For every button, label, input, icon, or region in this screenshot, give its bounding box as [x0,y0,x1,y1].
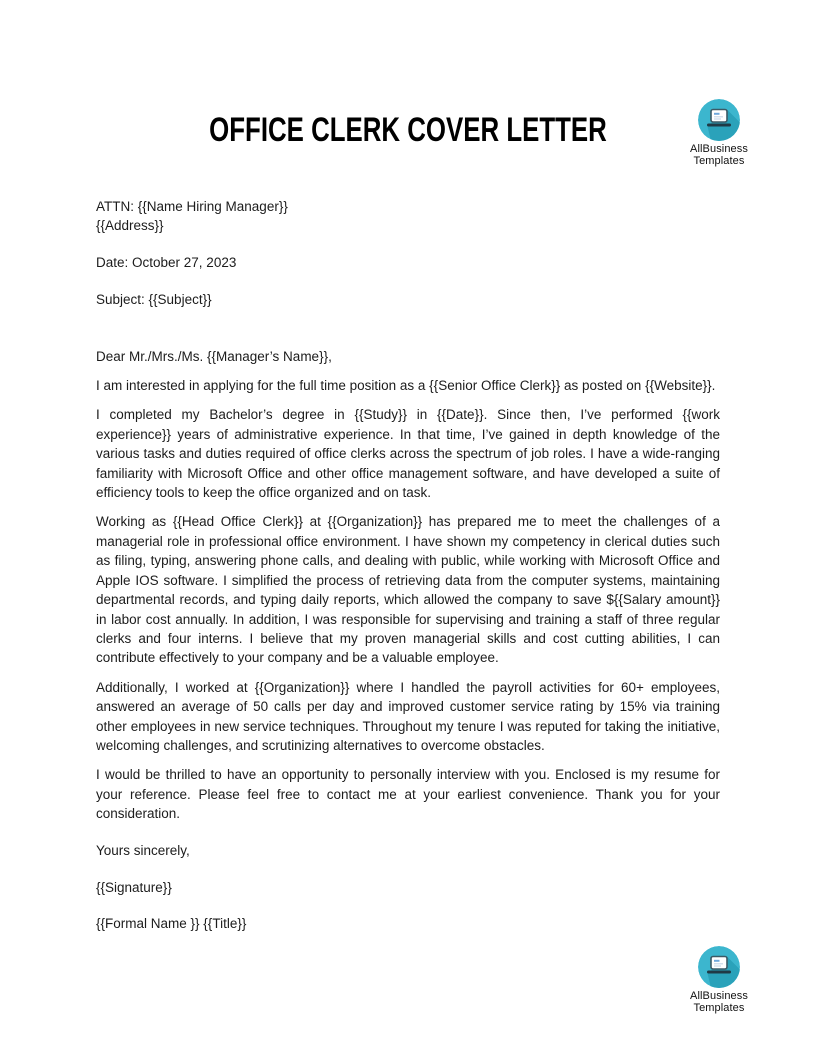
brand-name-line2: Templates [693,1001,745,1014]
laptop-icon [698,946,740,988]
body-paragraph-4: Additionally, I worked at {{Organization}} where I handled the payroll activities for 60+ employees, answered an average of 50 calls per day and improved customer service rating by 15% via training other employees in new service techniques. Throughout my tenure I was reputed for taking the initiative, welcoming challenges, and scrutinizing alternatives to overcome obstacles. [96,679,720,753]
body-paragraph-5: I would be thrilled to have an opportunity to personally interview with you. Enclosed is my resume for your reference. Please feel free to contact me at your earliest convenience. Thank you for your consideration. [96,767,720,822]
allbusiness-logo-bottom [682,946,756,1014]
brand-name-line2: Templates [693,154,745,167]
signoff-line: {{Formal Name }} {{Title}} [96,916,247,932]
date-line: Date: October 27, 2023 [96,254,237,270]
document-title: OFFICE CLERK COVER LETTER [209,111,607,149]
laptop-icon [698,99,740,141]
closing-line: Yours sincerely, [96,842,190,858]
signature-placeholder: {{Signature}} [96,879,172,895]
brand-name-line1: AllBusiness [690,990,748,1002]
attn-line: ATTN: {{Name Hiring Manager}} [96,199,288,214]
letter-body [96,197,720,934]
address-line: {{Address}} [96,218,164,234]
salutation: Dear Mr./Mrs./Ms. {{Manager’s Name}}, [96,348,332,364]
body-paragraph-3: Working as {{Head Office Clerk}} at {{Organization}} has prepared me to meet the challenges of a managerial role in professional office environment. I have shown my competency in clerical duties such as filing, typing, answering phone calls, and dealing with public, while working with Microsoft Office and Apple IOS software. I simplified the process of retrieving data from the computer systems, maintaining departmental records, and typing daily reports, which allowed the company to save ${{Salary amount}} in labor cost annually. In addition, I was responsible for supervising and training a staff of three regular clerks and four interns. I believe that my proven managerial skills and cost cutting abilities, I can contribute effectively to your company and be a valuable employee. [96,514,720,666]
subject-line: Subject: {{Subject}} [96,292,212,308]
body-paragraph-2: I completed my Bachelor’s degree in {{Study}} in {{Date}}. Since then, I’ve performed {{work experience}} years of administrative experience. In that time, I’ve gained in depth knowledge of the various tasks and duties required of office clerks across the spectrum of job roles. I have a wide-ranging familiarity with Microsoft Office and other office management software, and have developed a suite of efficiency tools to keep the office organized and on task. [96,407,720,501]
brand-name-line1: AllBusiness [690,143,748,155]
body-paragraph-1: I am interested in applying for the full time position as a {{Senior Office Clerk}} as posted on {{Website}}. [96,378,716,394]
allbusiness-logo-top [682,99,756,167]
